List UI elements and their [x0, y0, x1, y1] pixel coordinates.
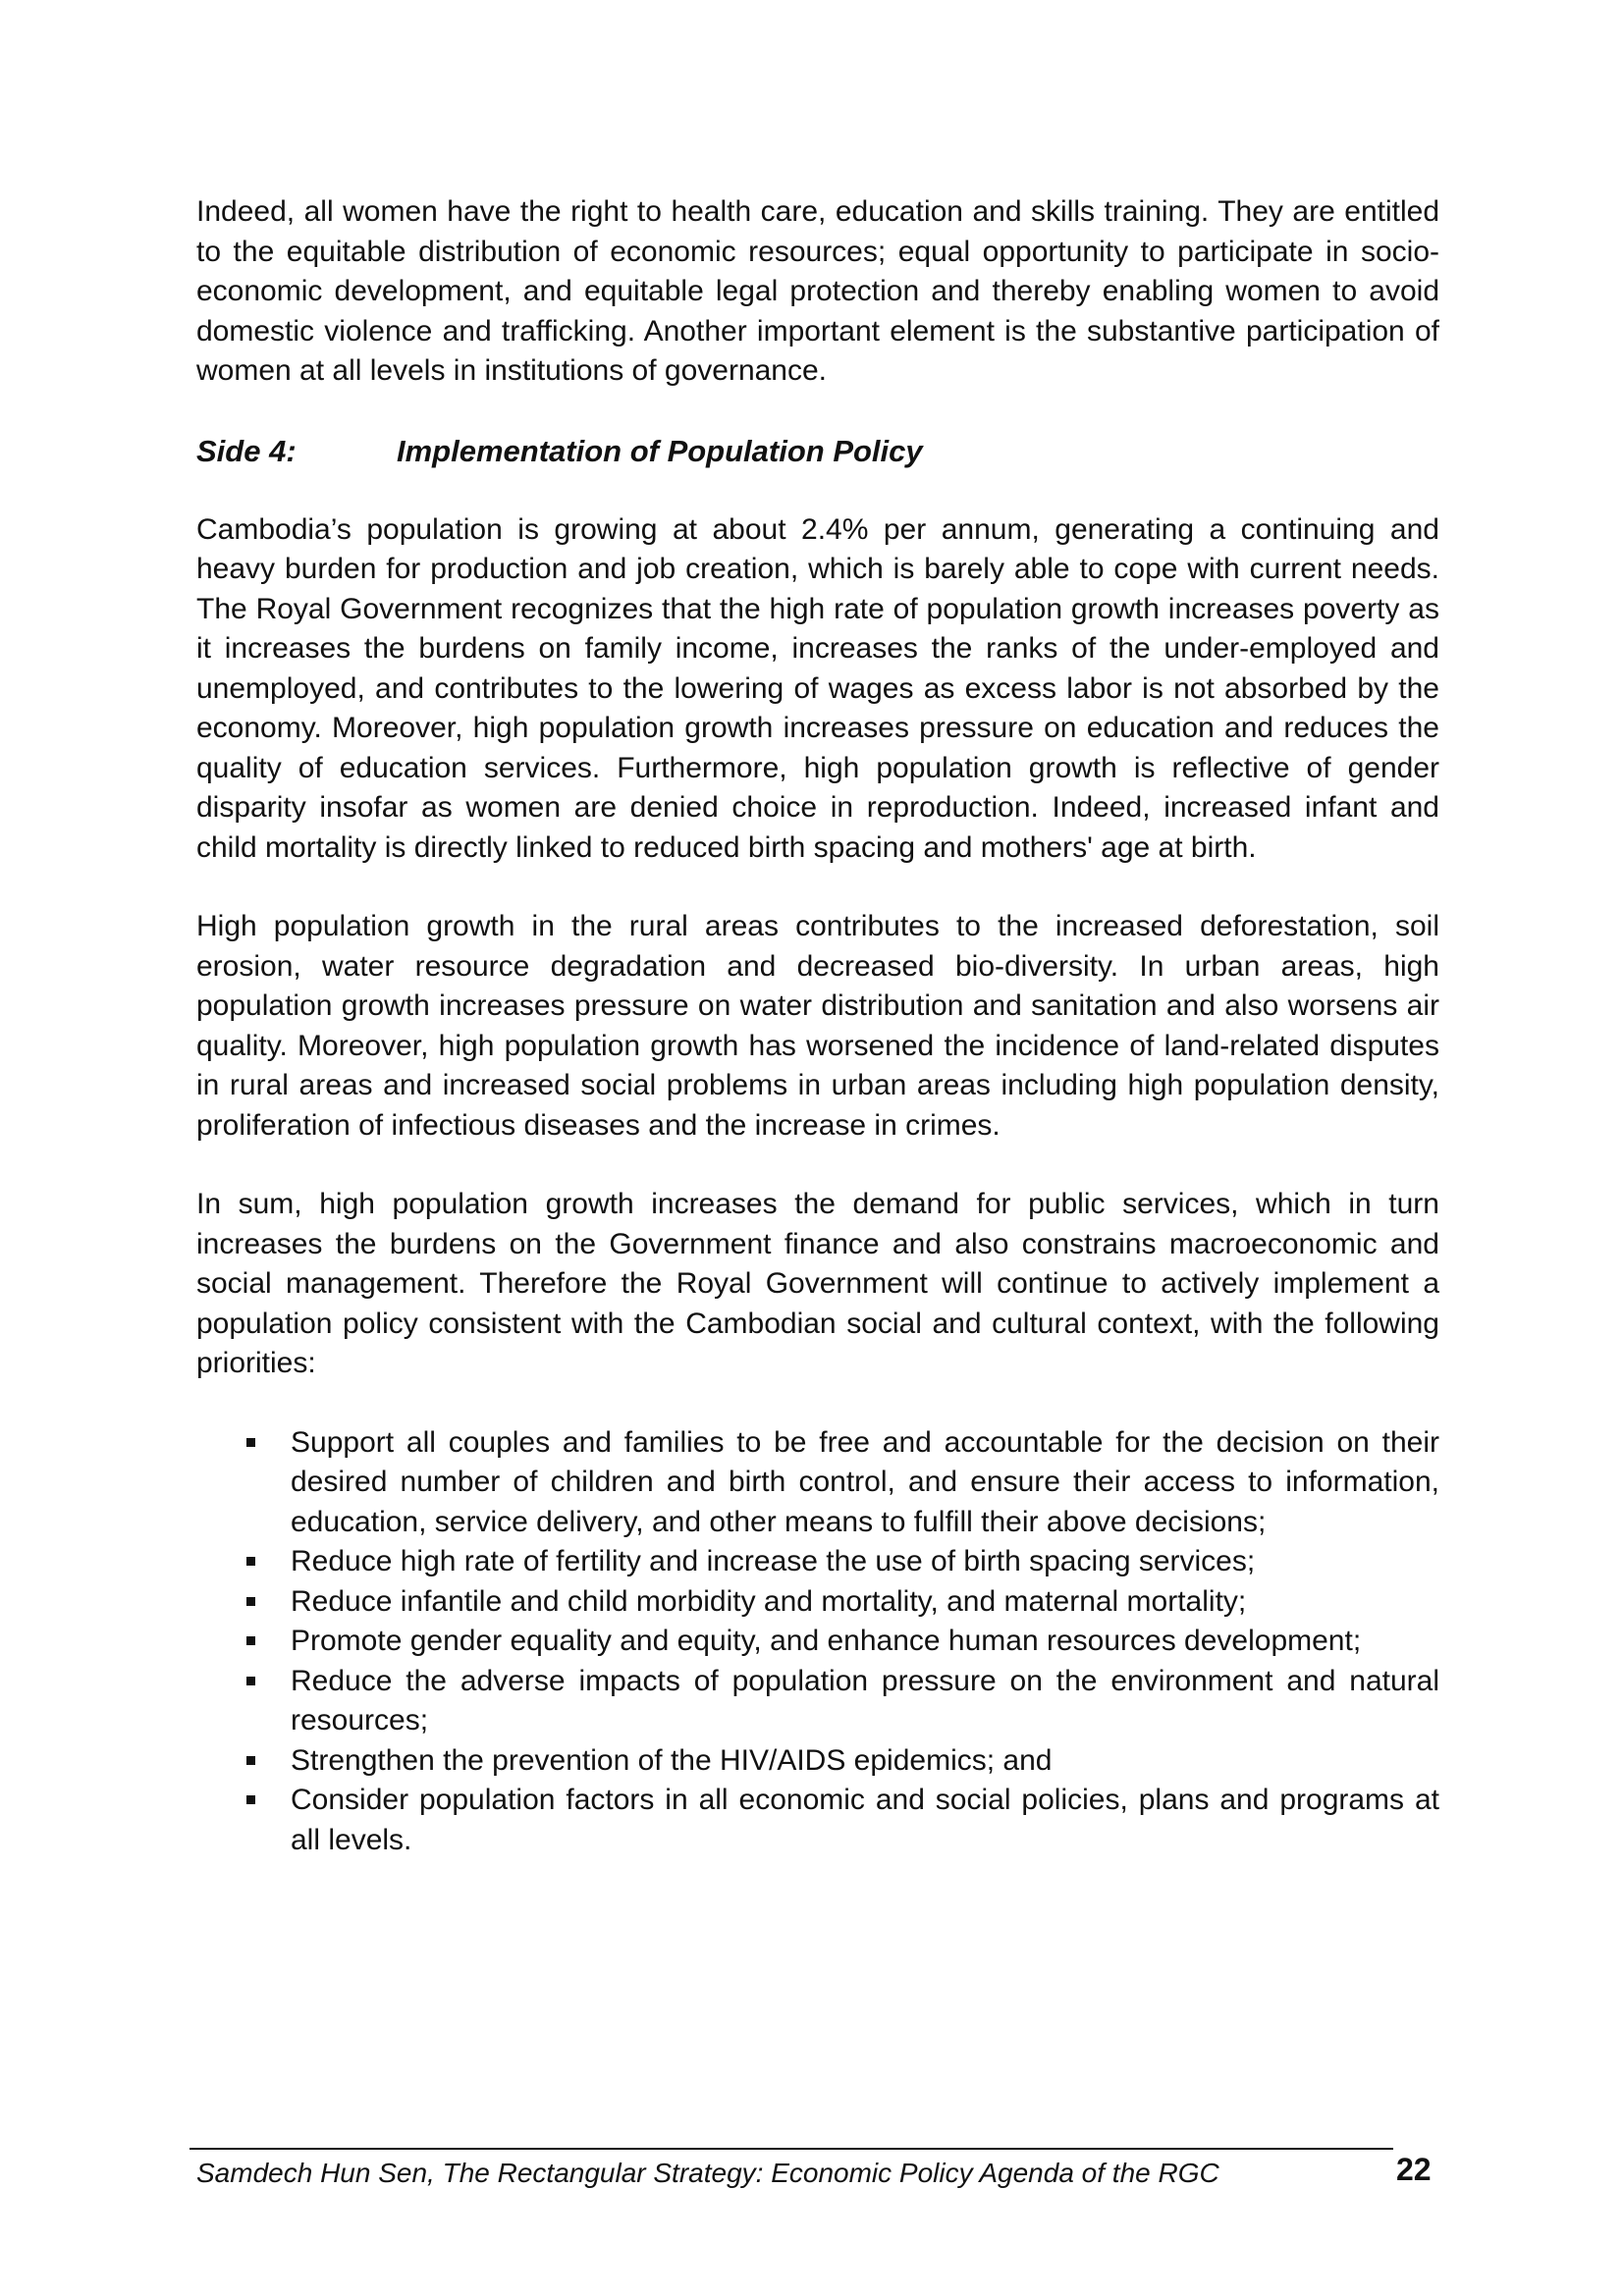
list-item-text: Consider population factors in all economic and social policies, plans and programs at all levels. [291, 1784, 1439, 1856]
list-item-text: Reduce infantile and child morbidity and mortality, and maternal mortality; [291, 1584, 1247, 1618]
page-number: 22 [1396, 2152, 1432, 2187]
list-item-text: Promote gender equality and equity, and enhance human resources development; [291, 1625, 1362, 1657]
list-item-text: Reduce high rate of fertility and increase the use of birth spacing services; [291, 1545, 1256, 1577]
square-bullet-icon [246, 1677, 255, 1685]
list-item [196, 1423, 1439, 1543]
square-bullet-icon [246, 1597, 255, 1606]
square-bullet-icon [246, 1756, 255, 1765]
section-label: Side 4: [196, 433, 297, 468]
intro-paragraph: Indeed, all women have the right to health care, education and skills training. They are entitled to the equitable distribution of economic resources; equal opportunity to participate in socio-economic development, and equitable legal protection and thereby enabling women to avoid domestic violence and trafficking. Another important element is the substantive participation of women at all levels in institutions of governance. [196, 195, 1439, 387]
list-item [196, 1781, 1439, 1860]
body-paragraph-2: High population growth in the rural areas contributes to the increased deforestation, soil erosion, water resource degradation and decreased bio-diversity. In urban areas, high population growth increases pressure on water distribution and sanitation and also worsens air quality. Moreover, high population growth has worsened the incidence of land-related disputes in rural areas and increased social problems in urban areas including high population density, proliferation of infectious diseases and the increase in crimes. [196, 910, 1439, 1142]
section-title: Implementation of Population Policy [397, 433, 923, 468]
square-bullet-icon [246, 1438, 255, 1447]
page-body [196, 192, 1439, 1860]
list-item [196, 1662, 1439, 1741]
section-heading [196, 432, 1439, 471]
list-item-text: Support all couples and families to be free and accountable for the decision on their desired number of children and birth control, and ensure their access to information, education, service delivery, and other means to fulfill their above decisions; [291, 1425, 1439, 1538]
list-item [196, 1741, 1439, 1782]
square-bullet-icon [246, 1795, 255, 1804]
body-paragraph-3: In sum, high population growth increases the demand for public services, which in turn increases the burdens on the Government finance and also constrains macroeconomic and social management. Therefore the Royal Government will continue to actively implement a population policy consistent with the Cambodian social and cultural context, with the following priorities: [196, 1188, 1439, 1379]
list-item [196, 1622, 1439, 1662]
square-bullet-icon [246, 1557, 255, 1566]
list-item-text: Strengthen the prevention of the HIV/AIDS epidemics; and [291, 1743, 1053, 1777]
list-item-text: Reduce the adverse impacts of population pressure on the environment and natural resources; [291, 1664, 1439, 1736]
body-paragraph-1: Cambodia’s population is growing at about 2.4% per annum, generating a continuing and heavy burden for production and job creation, which is barely able to cope with current needs. The Royal Government recognizes that the high rate of population growth increases poverty as it increases the burdens on family income, increases the ranks of the under-employed and unemployed, and contributes to the lowering of wages as excess labor is not absorbed by the economy. Moreover, high population growth increases pressure on education and reduces the quality of education services. Furthermore, high population growth is reflective of gender disparity insofar as women are denied choice in reproduction. Indeed, increased infant and child mortality is directly linked to reduced birth spacing and mothers' age at birth. [196, 512, 1439, 864]
footer-divider [189, 2148, 1393, 2150]
square-bullet-icon [246, 1636, 255, 1645]
footer-citation: Samdech Hun Sen, The Rectangular Strategy: Economic Policy Agenda of the RGC [196, 2158, 1219, 2188]
list-item [196, 1582, 1439, 1623]
list-item [196, 1542, 1439, 1582]
priorities-list [196, 1423, 1439, 1861]
